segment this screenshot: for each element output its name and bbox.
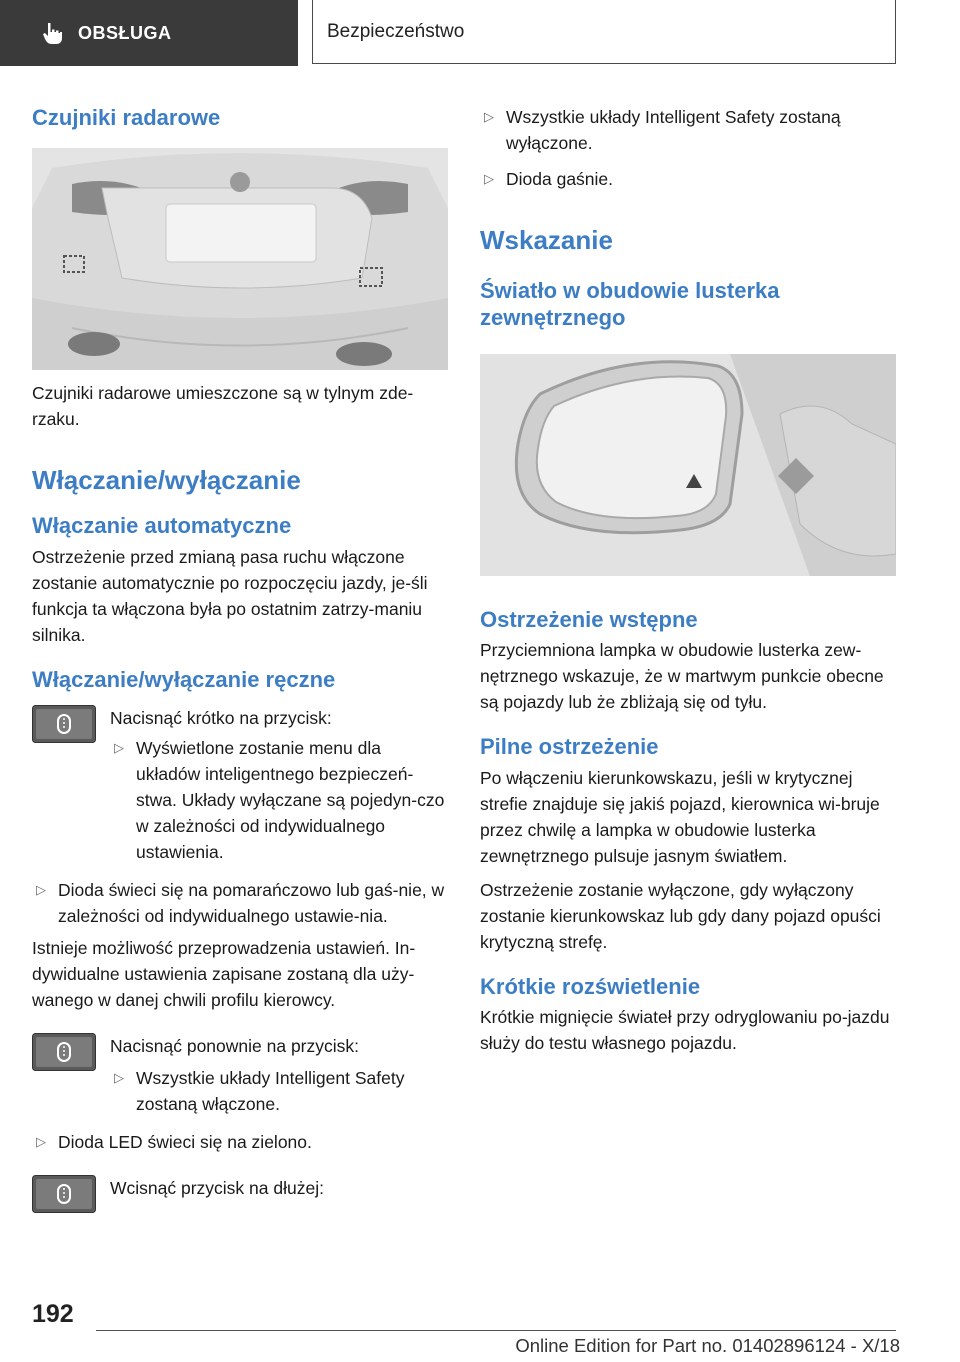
all-off-bullet: Wszystkie układy Intelligent Safety zostaną wyłączone.: [506, 107, 841, 153]
auto-text: Ostrzeżenie przed zmianą pasa ruchu włączone zostanie automatycznie po rozpoczęciu jazdy, je-śli funkcja ta włączona była po ostatnim zatrzy-maniu silnika.: [32, 546, 428, 645]
step1-text: Nacisnąć krótko na przycisk:: [110, 708, 332, 728]
urgent-warning-text-2: Ostrzeżenie zostanie wyłączone, gdy wyłączony zostanie kierunkowskaz lub gdy dany pojazd opuści krytyczną strefę.: [480, 879, 881, 952]
section-label: OBSŁUGA: [78, 22, 172, 43]
step2: [32, 1031, 448, 1117]
step2-text: Nacisnąć ponownie na przycisk:: [110, 1036, 360, 1056]
rear-bumper-radar-image: [32, 148, 448, 370]
step3-text: Wcisnąć przycisk na dłużej:: [110, 1178, 324, 1198]
list-item: [110, 1065, 448, 1117]
side-mirror-image: [480, 354, 896, 576]
radar-sensors-heading: Czujniki radarowe: [32, 105, 221, 130]
urgent-warning-text: Po włączeniu kierunkowskazu, jeśli w krytycznej strefie znajduje się jakiś pojazd, kierownica wi-bruje przez chwilę a lampka w obudowie lusterka zewnętrznego pulsuje jasnym światłem.: [480, 767, 880, 866]
assist-button-icon: [32, 705, 96, 743]
bullet-triangle-icon: ▷: [114, 1070, 124, 1085]
mirror-light-heading: Światło w obudowie lusterka zewnętrznego: [480, 277, 780, 330]
page-number: 192: [32, 1300, 74, 1328]
prewarning-text: Przyciemniona lampka w obudowie lusterka zew-nętrznego wskazuje, że w martwym punkcie obecne są pojazdy lub że zbliżają się od tyłu.: [480, 640, 884, 712]
right-column: [480, 100, 896, 1056]
assist-button-icon: [32, 1175, 96, 1213]
radar-caption: Czujniki radarowe umieszczone są w tylnym zde-rzaku.: [32, 382, 414, 429]
chapter-header: [312, 0, 896, 64]
pointing-hand-icon: [40, 20, 66, 46]
led-green-bullet: Dioda LED świeci się na zielono.: [58, 1132, 312, 1152]
step1-bullet: Wyświetlone zostanie menu dla układów inteligentnego bezpieczeń-stwa. Układy wyłączane są pojedyn-czo w zależności od indywidualnego ustawienia.: [136, 738, 445, 862]
step2-bullet: Wszystkie układy Intelligent Safety zostaną włączone.: [136, 1068, 405, 1114]
bullet-triangle-icon: ▷: [36, 1134, 46, 1149]
display-heading: Wskazanie: [480, 225, 613, 255]
led-orange-bullet: Dioda świeci się na pomarańczowo lub gaś-nie, w zależności od indywidualnego ustawie-nia.: [58, 880, 445, 926]
bullet-triangle-icon: ▷: [114, 740, 124, 755]
section-tab: [0, 0, 298, 66]
onoff-heading: Włączanie/wyłączanie: [32, 464, 301, 495]
led-off-bullet: Dioda gaśnie.: [506, 169, 614, 189]
auto-heading: Włączanie automatyczne: [32, 513, 292, 538]
list-item: [110, 735, 448, 865]
step3: [32, 1173, 448, 1213]
bullet-triangle-icon: ▷: [484, 109, 494, 124]
short-flash-text: Krótkie mignięcie świateł przy odryglowaniu po-jazdu służy do testu własnego pojazdu.: [480, 1007, 890, 1053]
list-item: [32, 1129, 448, 1155]
step1: [32, 703, 448, 865]
edition-note: Online Edition for Part no. 01402896124 - X/18: [515, 1335, 900, 1356]
list-item: [32, 877, 448, 929]
settings-text: Istnieje możliwość przeprowadzenia ustawień. In-dywidualne ustawienia zapisane zostaną dla uży-wanego w danej chwili profilu kierowcy.: [32, 938, 416, 1010]
footer-divider: [96, 1330, 896, 1331]
bullet-triangle-icon: ▷: [36, 882, 46, 897]
short-flash-heading: Krótkie rozświetlenie: [480, 973, 701, 999]
chapter-title: Bezpieczeństwo: [327, 20, 465, 42]
prewarning-heading: Ostrzeżenie wstępne: [480, 606, 698, 632]
manual-heading: Włączanie/wyłączanie ręczne: [32, 666, 336, 692]
list-item: [480, 166, 896, 192]
urgent-warning-heading: Pilne ostrzeżenie: [480, 734, 659, 759]
assist-button-icon: [32, 1033, 96, 1071]
list-item: [480, 104, 896, 156]
left-column: [32, 100, 448, 1213]
bullet-triangle-icon: ▷: [484, 171, 494, 186]
